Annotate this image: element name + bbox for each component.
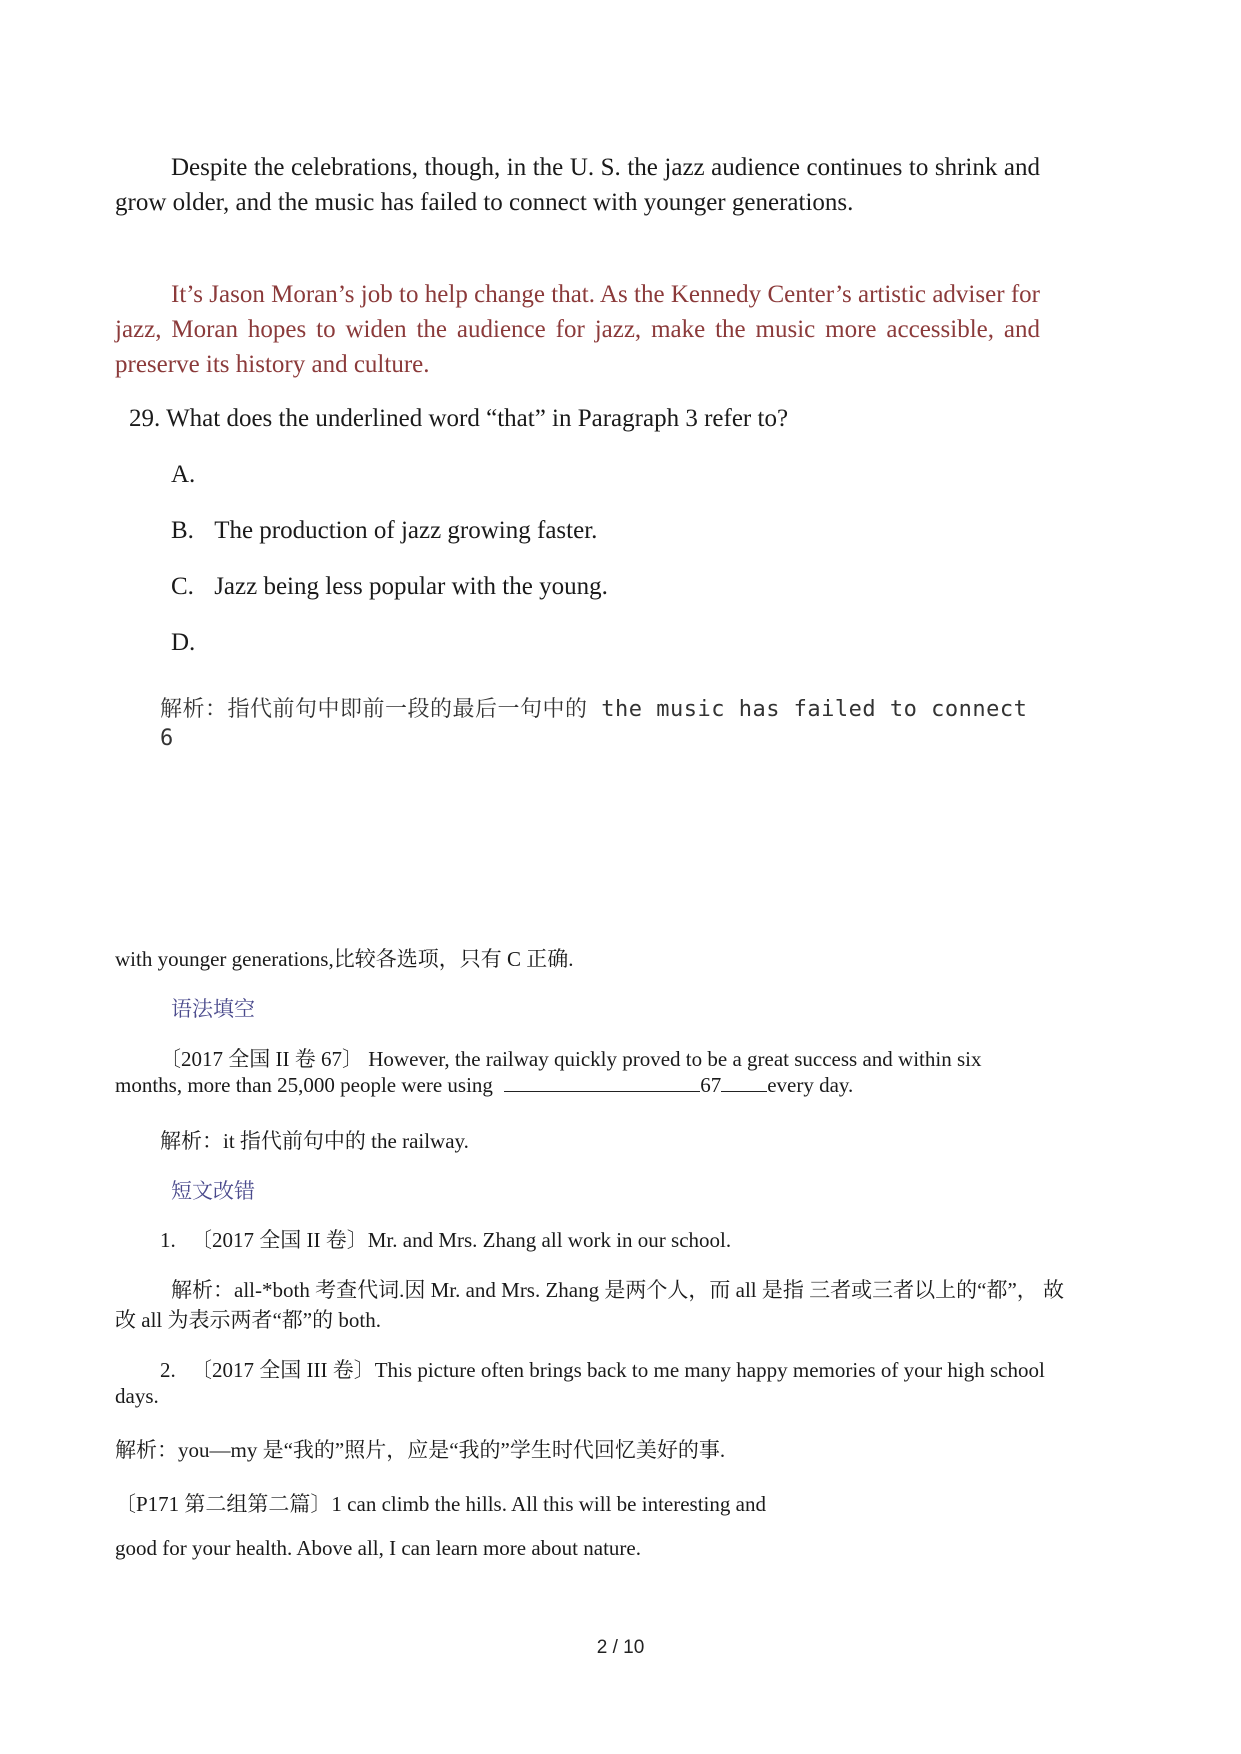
correction-text: 〔2017 全国 II 卷〕Mr. and Mrs. Zhang all work in our school. <box>191 1228 732 1252</box>
blank-number: 67 <box>700 1073 722 1097</box>
grammar-item-line-2 <box>115 1073 853 1098</box>
extra-line-2: good for your health. Above all, I can learn more about nature. <box>115 1536 641 1560</box>
paragraph-3: It’s Jason Moran’s job to help change that. As the Kennedy Center’s artistic adviser for jazz, Moran hopes to widen the audience for jazz, make the music more accessible, and preserve its history and culture. <box>115 281 1040 378</box>
option-letter: A. <box>171 461 196 488</box>
correction-2-line-2: days. <box>115 1384 159 1408</box>
analysis-1-line-2: 6 <box>160 726 174 751</box>
option-c[interactable] <box>171 573 608 601</box>
analysis-1-line-3: with younger generations,比较各选项，只有 C 正确. <box>115 947 574 971</box>
correction-2-analysis: 解析：you—my 是“我的”照片，应是“我的”学生时代回忆美好的事. <box>115 1438 726 1462</box>
grammar-item-line-1: 〔2017 全国 II 卷 67〕 However, the railway quickly proved to be a great success and within six <box>160 1047 982 1071</box>
correction-number: 1. <box>160 1228 176 1252</box>
section-heading-correction: 短文改错 <box>171 1179 255 1203</box>
correction-1 <box>160 1224 731 1254</box>
analysis-1-line-1: 解析：指代前句中即前一段的最后一句中的 the music has failed to connect <box>160 697 1028 722</box>
correction-2 <box>160 1354 1045 1384</box>
option-letter: B. <box>171 517 194 544</box>
option-d[interactable] <box>171 629 209 657</box>
correction-text: 〔2017 全国 III 卷〕This picture often brings back to me many happy memories of your high school <box>191 1358 1045 1382</box>
correction-number: 2. <box>160 1358 176 1382</box>
option-b[interactable] <box>171 517 597 545</box>
question-text: What does the underlined word “that” in Paragraph 3 refer to? <box>166 405 789 432</box>
grammar-analysis: 解析：it 指代前句中的 the railway. <box>160 1129 469 1153</box>
answer-blank[interactable] <box>504 1073 700 1092</box>
paragraph-2: Despite the celebrations, though, in the U. S. the jazz audience continues to shrink and grow older, and the music has failed to connect with younger generations. <box>115 154 1040 216</box>
option-a[interactable] <box>171 461 213 489</box>
page-number: 2 / 10 <box>596 1637 645 1658</box>
correction-1-analysis-line-2: 改 all 为表示两者“都”的 both. <box>115 1308 381 1332</box>
option-letter: C. <box>171 573 194 600</box>
correction-1-analysis-line-1: 解析：all-*both 考查代词.因 Mr. and Mrs. Zhang 是两个人，而 all 是指 三者或三者以上的“都”， 故 <box>171 1278 1065 1302</box>
answer-blank-tail[interactable] <box>721 1073 767 1092</box>
grammar-text-after: every day. <box>767 1073 854 1097</box>
option-letter: D. <box>171 629 196 656</box>
extra-line-1: 〔P171 第二组第二篇〕1 can climb the hills. All this will be interesting and <box>115 1492 766 1516</box>
question-number: 29. <box>129 405 161 432</box>
section-heading-grammar: 语法填空 <box>171 997 255 1021</box>
question-29 <box>129 405 788 433</box>
grammar-text-before: months, more than 25,000 people were using <box>115 1073 493 1097</box>
option-text: Jazz being less popular with the young. <box>214 573 608 600</box>
option-text: The production of jazz growing faster. <box>214 517 598 544</box>
